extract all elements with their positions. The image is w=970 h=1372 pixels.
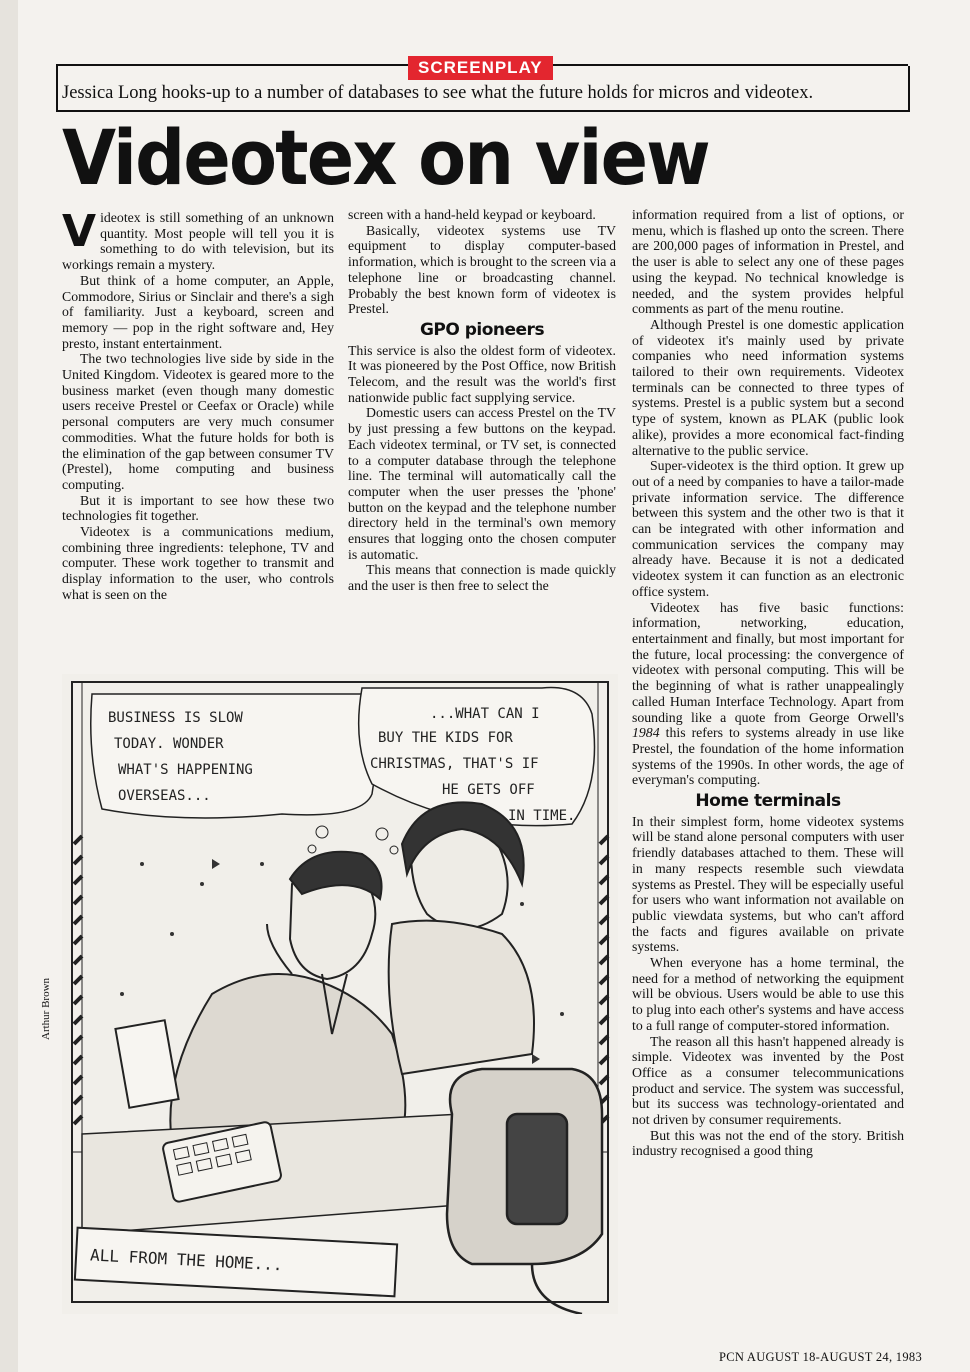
column-2 xyxy=(348,207,616,594)
bubble-right-line-4: HE GETS OFF xyxy=(442,782,535,798)
cartoon-illustration xyxy=(62,674,618,1314)
column-3 xyxy=(632,207,904,1159)
col3-paragraph-1: information required from a list of options, or menu, which is flashed up onto the screen. There are 200,000 pages of information in Prestel, and the user is able to select any one of these pages using the keypad. No technical knowledge is needed, and the system provides helpful comments as part of the menu routine. xyxy=(632,207,904,317)
section-tag: SCREENPLAY xyxy=(408,56,553,80)
col3-paragraph-2: Although Prestel is one domestic application of videotex it's mainly used by private companies who need information systems tailored to their own requirements. Videotex terminals can be connected to three types of systems. Prestel is a public system but a second type of system, known as PLAK (public look alike), provides a more economical fact-finding alternative to the public service. xyxy=(632,316,904,458)
bubble-left-line-2: TODAY. WONDER xyxy=(114,736,224,752)
col2-paragraph-2: Basically, videotex systems use TV equipment to display computer-based information, which is brought to the screen via a telephone line or broadcasting channel. Probably the best known form of videotex is Prestel. xyxy=(348,222,616,317)
bubble-right-line-5: IN TIME. xyxy=(508,808,576,824)
headline: Videotex on view xyxy=(62,113,709,202)
bubble-right-line-1: ...WHAT CAN I xyxy=(430,706,540,722)
illustration-credit: Arthur Brown xyxy=(40,977,52,1040)
col1-paragraph-1: Videotex is still something of an unknown quantity. Most people will tell you it is something to do with television, but its workings remain a mystery. xyxy=(62,206,334,273)
standfirst: Jessica Long hooks-up to a number of databases to see what the future holds for micros and videotex. xyxy=(62,83,814,103)
col2-paragraph-4: Domestic users can access Prestel on the TV by just pressing a few buttons on the keypad. Each videotex terminal, or TV set, is connected to a computer database through the telephone line. The terminal will automatically call the computer when the user presses the 'phone' button on the keypad and the telephone number directory held in the terminal's own memory ensures that logging onto the chosen computer is automatic. xyxy=(348,405,616,562)
page-footer: PCN AUGUST 18-AUGUST 24, 1983 xyxy=(718,1350,922,1364)
bubble-right-line-3: CHRISTMAS, THAT'S IF xyxy=(370,756,539,772)
bubble-left-line-3: WHAT'S HAPPENING xyxy=(118,762,253,778)
col3-paragraph-7: The reason all this hasn't happened already is simple. Videotex was invented by the Post Office as a consumer telecommunications product and service. The system was successful, but its success was technology-orientated and not driven by consumer requirements. xyxy=(632,1033,904,1128)
col1-paragraph-5: Videotex is a communications medium, combining three ingredients: telephone, TV and computer. These work together to transmit and display information to the user, who controls what is seen on the xyxy=(62,524,334,602)
col3-paragraph-6: When everyone has a home terminal, the need for a method of networking the equipment will be obvious. Users would be able to use this to plug into each other's systems and have access to a full range of computer-stored information. xyxy=(632,955,904,1033)
bubble-right-line-2: BUY THE KIDS FOR xyxy=(378,730,513,746)
bubble-left-line-4: OVERSEAS... xyxy=(118,788,211,804)
col1-paragraph-4: But it is important to see how these two technologies fit together. xyxy=(62,492,334,524)
column-1 xyxy=(62,206,334,603)
col3-paragraph-3: Super-videotex is the third option. It grew up out of a need by companies to have a tailor-made private information service. The difference between this system and the other two is that it can be integrated with other information and communication services the company may already have. Because it is not a dedicated videotex system it can function as an electronic office system. xyxy=(632,458,904,599)
subhead-home-terminals: Home terminals xyxy=(695,791,841,812)
col2-paragraph-1: screen with a hand-held keypad or keyboard. xyxy=(348,207,596,222)
col2-paragraph-3: This service is also the oldest form of videotex. It was pioneered by the Post Office, now British Telecom, and the result was the world's first nationwide public fact supplying service. xyxy=(348,342,616,405)
col3-paragraph-8: But this was not the end of the story. British industry recognised a good thing xyxy=(632,1127,904,1159)
drop-cap: V xyxy=(62,206,97,257)
page-edge xyxy=(0,0,18,1372)
col1-paragraph-3: The two technologies live side by side in the United Kingdom. Videotex is geared more to the business market (even though many domestic users receive Prestel or Ceefax or Oracle) while personal computers are very much consumer commodities. What the future holds for both is the elimination of the gap between consumer TV (Prestel), home computing and business computing. xyxy=(62,351,334,492)
col3-paragraph-4: Videotex has five basic functions: information, networking, education, entertainment and finally, but most important for the future, local processing: the convergence of videotex with personal computing. This will be the beginning of what is rather unappealingly called Human Interface Technology. Apart from sounding like a quote from George Orwell's 1984 this refers to systems already in use like Prestel, the foundation of the home information systems of the 1990s. In other words, the age of everyman's computing. xyxy=(632,599,904,788)
caption-text: ALL FROM THE HOME... xyxy=(89,1245,284,1275)
subhead-gpo-pioneers: GPO pioneers xyxy=(419,319,545,340)
col1-paragraph-2: But think of a home computer, an Apple, Commodore, Sirius or Sinclair and there's a sigh of familiarity. Just a keyboard, screen and memory — pop in the right software and, Hey presto, instant entertainment. xyxy=(62,272,334,351)
bubble-left-line-1: BUSINESS IS SLOW xyxy=(108,710,243,726)
col3-paragraph-5: In their simplest form, home videotex systems will be stand alone personal computers with user friendly databases attached to them. These will in many respects resemble such viewdata systems as Prestel. They will be especially useful for users who want information not available on public viewdata systems, but who can't afford the facts and figures available on private systems. xyxy=(632,813,904,955)
col2-paragraph-5: This means that connection is made quickly and the user is then free to select the xyxy=(348,562,616,594)
